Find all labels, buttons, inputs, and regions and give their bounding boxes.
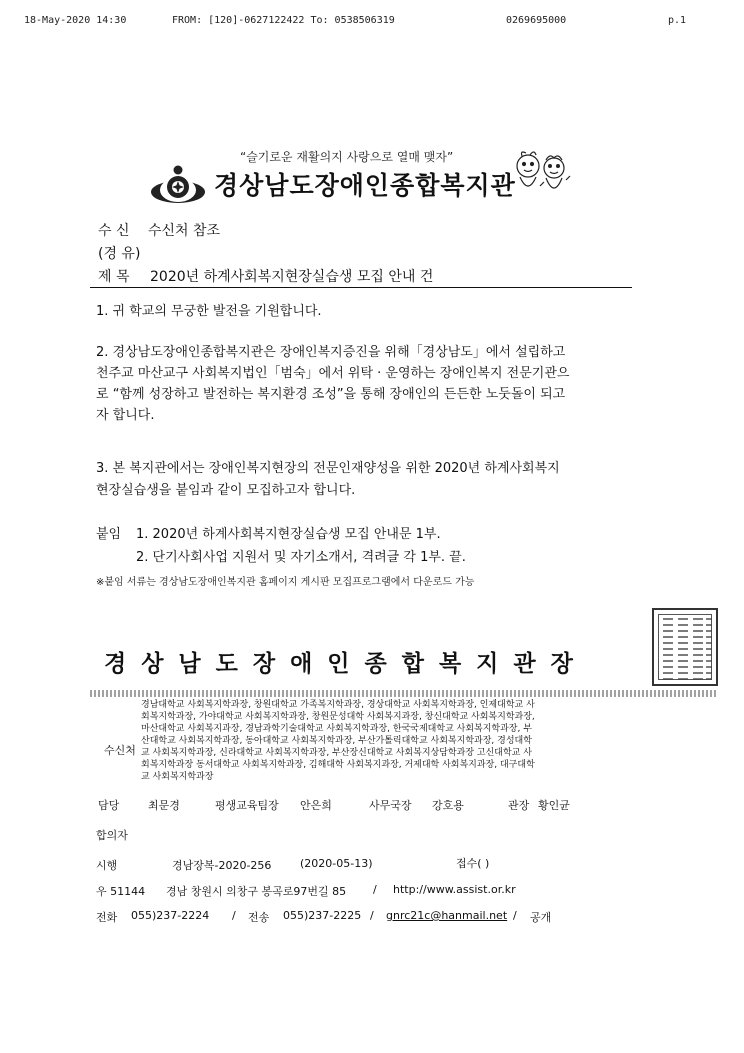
paragraph-2-line-2: 천주교 마산교구 사회복지법인「범숙」에서 위탁 · 운영하는 장애인복지 전문기관으 — [96, 366, 570, 381]
email-link[interactable]: gnrc21c@hanmail.net — [386, 909, 508, 922]
subject-divider — [90, 287, 632, 288]
separator: / — [513, 909, 517, 922]
secretary-name: 강호용 — [432, 799, 464, 812]
address: 경남 창원시 의창구 봉곡로97번길 85 — [166, 885, 347, 898]
subject-label: 제 목 — [98, 269, 130, 285]
paragraph-3-line-1: 3. 본 복지관에서는 장애인복지현장의 전문인재양성을 위한 2020년 하계사회복지 — [96, 461, 560, 476]
fax-label: 전송 — [248, 911, 270, 924]
distribution-line-2: 회복지학과장, 가야대학교 사회복지학과장, 창원문성대학 사회복지과장, 창신대학교 사회복지학과장, — [141, 712, 535, 722]
phone-number: 055)237-2224 — [131, 909, 210, 922]
distribution-line-5: 교 사회복지학과장, 신라대학교 사회복지학과장, 부산장신대학교 사회복지상담학과장 고신대학교 사 — [141, 748, 532, 758]
disclosure-status: 공개 — [530, 911, 552, 924]
fax-from-to: FROM: [120]-0627122422 To: 0538506319 — [172, 15, 395, 26]
director-name: 황인균 — [538, 799, 570, 812]
sender-signature: 경상남도장애인종합복지관장 — [104, 651, 588, 677]
issue-label: 시행 — [96, 859, 118, 872]
mascot-icon — [510, 150, 572, 200]
separator: / — [373, 883, 377, 896]
via-label: (경 유) — [98, 246, 141, 262]
paragraph-2-line-1: 2. 경상남도장애인종합복지관은 장애인복지증진을 위해「경상남도」에서 설립하고 — [96, 345, 566, 360]
attachments-label: 붙임 — [96, 527, 122, 542]
org-logo-icon — [148, 162, 208, 206]
fax-datetime: 18-May-2020 14:30 — [24, 15, 127, 26]
team-lead-role: 평생교육팀장 — [215, 799, 279, 812]
website-link[interactable]: http://www.assist.or.kr — [393, 883, 516, 896]
separator: / — [232, 909, 236, 922]
document-number: 경남장복-2020-256 — [172, 859, 272, 872]
paragraph-3-line-2: 현장실습생을 붙임과 같이 모집하고자 합니다. — [96, 483, 356, 498]
org-name: 경상남도장애인종합복지관 — [214, 171, 516, 200]
phone-label: 전화 — [96, 911, 118, 924]
postcode: 우 51144 — [96, 885, 146, 898]
paragraph-1: 1. 귀 학교의 무궁한 발전을 기원합니다. — [96, 304, 322, 319]
paragraph-2-line-3: 로 “함께 성장하고 발전하는 복지환경 조성”을 통해 장애인의 든든한 노둣돌이 되고 — [96, 387, 566, 402]
recipient-value: 수신처 참조 — [148, 223, 221, 239]
recipient-label: 수 신 — [98, 223, 130, 239]
attachment-item-1: 1. 2020년 하계사회복지현장실습생 모집 안내문 1부. — [136, 527, 441, 542]
receipt-field: 접수( ) — [456, 857, 490, 870]
attachment-note: ※붙임 서류는 경상남도장애인복지관 홈페이지 게시판 모집프로그램에서 다운로드 가능 — [96, 577, 475, 588]
director-role: 관장 — [508, 799, 530, 812]
official-seal — [652, 608, 718, 686]
distribution-line-6: 회복지학과장 동서대학교 사회복지학과장, 김해대학 사회복지과장, 거제대학 사회복지과장, 대구대학 — [141, 760, 535, 770]
paragraph-2-line-4: 자 합니다. — [96, 408, 155, 423]
separator: / — [370, 909, 374, 922]
slogan: “슬기로운 재활의지 사랑으로 열매 맺자” — [240, 150, 454, 164]
cooperation-label: 합의자 — [96, 829, 128, 842]
team-lead-name: 안은희 — [300, 799, 332, 812]
secretary-role: 사무국장 — [369, 799, 412, 812]
scan-artifact-band — [90, 690, 718, 697]
distribution-line-7: 교 사회복지학과장 — [141, 772, 214, 782]
distribution-label: 수신처 — [104, 744, 136, 757]
fax-page: p.1 — [668, 15, 687, 26]
drafter-role: 담당 — [98, 799, 120, 812]
fax-number-footer: 055)237-2225 — [283, 909, 362, 922]
subject-value: 2020년 하계사회복지현장실습생 모집 안내 건 — [150, 269, 434, 285]
drafter-name: 최문경 — [148, 799, 180, 812]
attachment-item-2: 2. 단기사회사업 지원서 및 자기소개서, 격려글 각 1부. 끝. — [136, 550, 466, 565]
distribution-line-1: 경남대학교 사회복지학과장, 창원대학교 가족복지학과장, 경상대학교 사회복지학과장, 인제대학교 사 — [141, 700, 535, 710]
fax-number: 0269695000 — [506, 15, 567, 26]
distribution-line-4: 산대학교 사회복지학과장, 동아대학교 사회복지학과장, 부산가톨릭대학교 사회복지학과장, 경성대학 — [141, 736, 532, 746]
document-date: (2020-05-13) — [300, 857, 373, 870]
distribution-line-3: 마산대학교 사회복지과장, 경남과학기술대학교 사회복지학과장, 한국국제대학교 사회복지학과장, 부 — [141, 724, 532, 734]
